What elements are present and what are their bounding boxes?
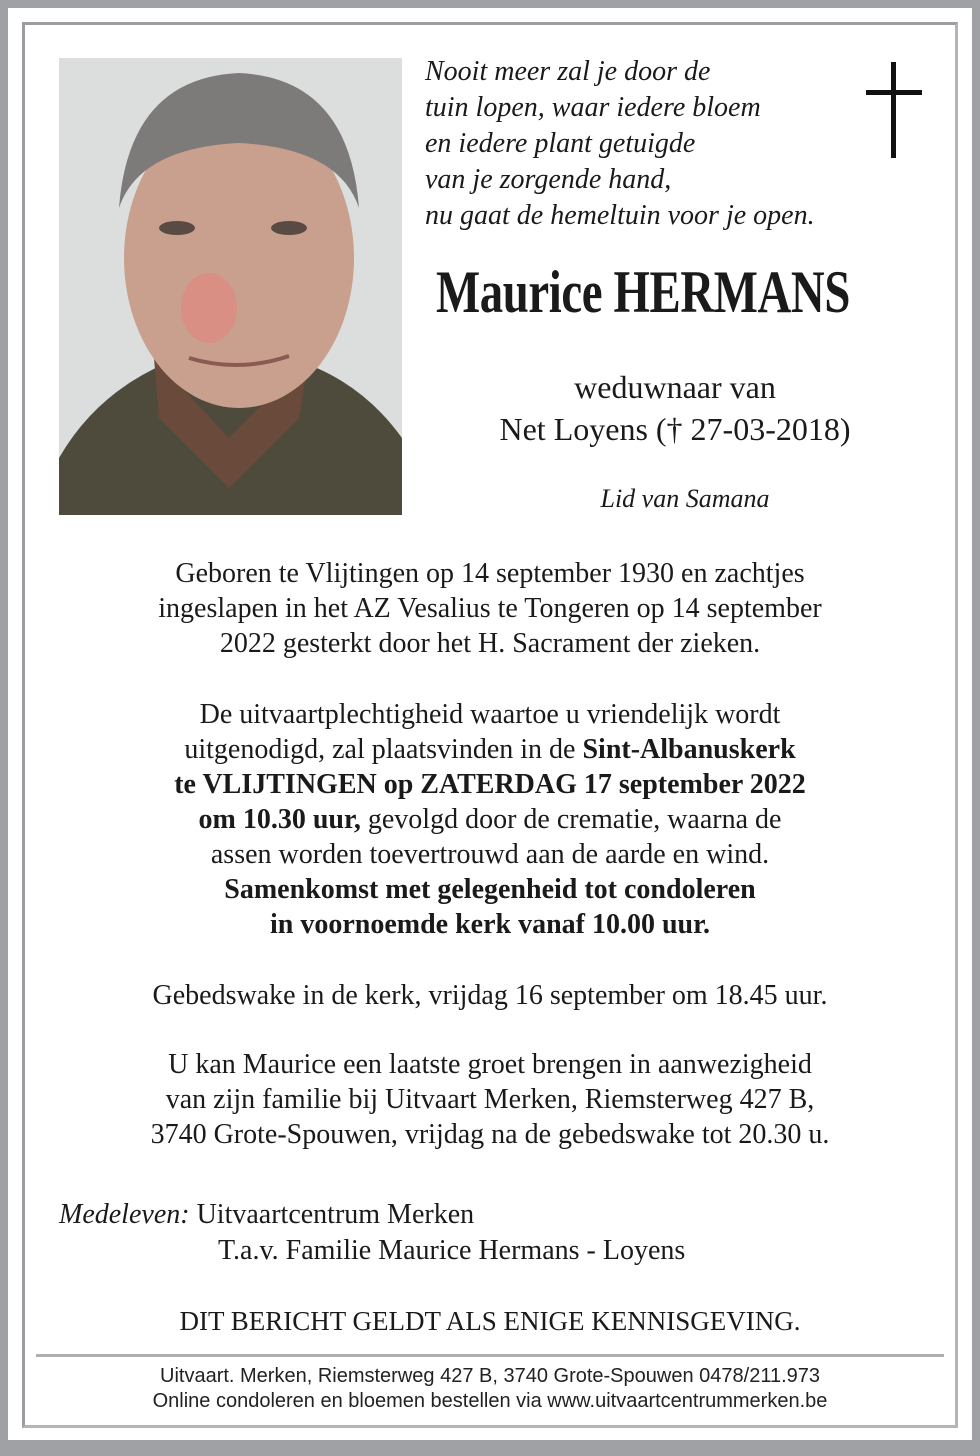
membership: Lid van Samana <box>600 484 770 513</box>
notice: DIT BERICHT GELDT ALS ENIGE KENNISGEVING. <box>179 1306 801 1336</box>
poem-line: tuin lopen, waar iedere bloem <box>425 92 761 123</box>
text-line <box>40 802 940 837</box>
poem-line: en iedere plant getuigde <box>425 128 696 159</box>
poem-line: Nooit meer zal je door de <box>425 56 711 87</box>
visit-paragraph <box>40 1047 940 1152</box>
text-line: ingeslapen in het AZ Vesalius te Tongeren op 14 september <box>158 593 822 624</box>
gathering-text: Samenkomst met gelegenheid tot condoleren <box>224 874 756 905</box>
condolence-label: Medeleven: <box>59 1199 190 1230</box>
text-line: van zijn familie bij Uitvaart Merken, Riemsterweg 427 B, <box>165 1084 815 1115</box>
text-line <box>40 732 940 767</box>
birth-paragraph <box>40 556 940 661</box>
footer-website: Online condoleren en bloemen bestellen via www.uitvaartcentrummerken.be <box>152 1390 828 1412</box>
relation-line: Net Loyens († 27-03-2018) <box>499 411 851 447</box>
text: gevolgd door de crematie, waarna de <box>360 804 782 835</box>
cross-icon <box>866 62 922 158</box>
church-name: Sint-Albanuskerk <box>582 734 796 765</box>
text-line: 3740 Grote-Spouwen, vrijdag na de gebedswake tot 20.30 u. <box>150 1119 830 1150</box>
footer <box>36 1364 944 1414</box>
poem <box>425 54 815 234</box>
text-line: 2022 gesterkt door het H. Sacrament der zieken. <box>219 628 761 659</box>
funeral-paragraph <box>40 697 940 942</box>
condolence-attention: T.a.v. Familie Maurice Hermans - Loyens <box>218 1235 686 1266</box>
text-line: De uitvaartplechtigheid waartoe u vriendelijk wordt <box>199 699 781 730</box>
relation-line: weduwnaar van <box>574 369 776 405</box>
funeral-date: te VLIJTINGEN op ZATERDAG 17 september 2022 <box>174 769 806 800</box>
text-line: Geboren te Vlijtingen op 14 september 1930 en zachtjes <box>175 558 805 589</box>
funeral-time: om 10.30 uur, <box>198 804 361 835</box>
gathering-text: in voornoemde kerk vanaf 10.00 uur. <box>269 909 710 940</box>
portrait-photo <box>59 58 402 515</box>
text-line: U kan Maurice een laatste groet brengen in aanwezigheid <box>168 1049 812 1080</box>
poem-line: nu gaat de hemeltuin voor je open. <box>425 200 815 231</box>
footer-address: Uitvaart. Merken, Riemsterweg 427 B, 3740 Grote-Spouwen 0478/211.973 <box>160 1365 820 1387</box>
condolence-recipient: Uitvaartcentrum Merken <box>189 1199 475 1230</box>
relation <box>430 366 920 450</box>
divider <box>36 1354 944 1357</box>
poem-line: van je zorgende hand, <box>425 164 672 195</box>
text: uitgenodigd, zal plaatsvinden in de <box>184 734 583 765</box>
condolence-block <box>59 1197 685 1269</box>
text-line: assen worden toevertrouwd aan de aarde en wind. <box>210 839 770 870</box>
vigil-text: Gebedswake in de kerk, vrijdag 16 september om 18.45 uur. <box>152 980 828 1011</box>
deceased-name: Maurice HERMANS <box>436 259 850 325</box>
